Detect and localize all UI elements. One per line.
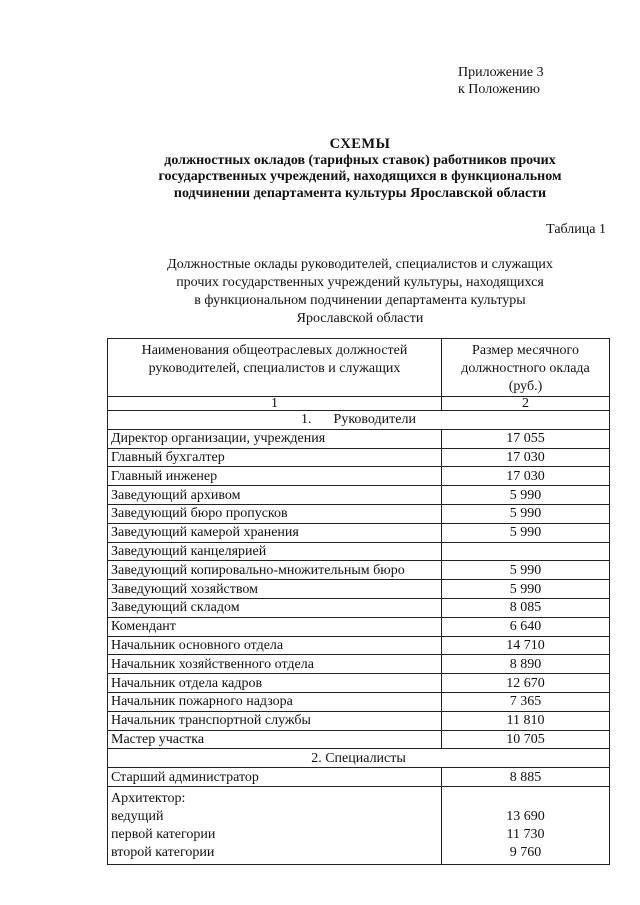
- table-row: [108, 542, 610, 561]
- salary-value: 5 990: [442, 504, 610, 523]
- salary-value: 8 885: [442, 768, 610, 787]
- table-caption: [110, 256, 610, 328]
- column-number-2: 2: [442, 397, 610, 411]
- section-row-specialists: [108, 749, 610, 768]
- salary-value: 8 890: [442, 655, 610, 674]
- architect-grade-name: первой категории: [111, 826, 216, 842]
- salary-value: 12 670: [442, 674, 610, 693]
- architect-grade-value: 11 730: [506, 826, 545, 842]
- column-number-row: [108, 397, 610, 411]
- architect-grade-name: второй категории: [111, 844, 215, 860]
- salary-table: [107, 338, 610, 865]
- salary-value: 17 030: [442, 448, 610, 467]
- table-row: [108, 486, 610, 505]
- table-row: [108, 768, 610, 787]
- table-row: [108, 692, 610, 711]
- position-name: Начальник транспортной службы: [108, 711, 442, 730]
- architect-title: Архитектор:: [111, 790, 186, 806]
- salary-value: 6 640: [442, 617, 610, 636]
- position-name: Мастер участка: [108, 730, 442, 749]
- architect-grade-value: 13 690: [506, 808, 545, 824]
- title-line-2: государственных учреждений, находящихся в функциональном: [158, 169, 562, 184]
- appendix-line-2: к Положению: [458, 82, 541, 97]
- architect-grade-name: ведущий: [111, 808, 164, 824]
- table-row: [108, 467, 610, 486]
- header-position-name: Наименования общеотраслевых должностей руководителей, специалистов и служащих: [108, 339, 442, 397]
- position-name: Главный бухгалтер: [108, 448, 442, 467]
- salary-value: 17 055: [442, 429, 610, 448]
- position-name: Заведующий хозяйством: [108, 580, 442, 599]
- caption-line-1: Должностные оклады руководителей, специалистов и служащих: [167, 257, 553, 272]
- caption-line-4: Ярославской области: [296, 311, 424, 326]
- position-name: Заведующий бюро пропусков: [108, 504, 442, 523]
- position-name: Комендант: [108, 617, 442, 636]
- table-row: [108, 598, 610, 617]
- salary-value: 10 705: [442, 730, 610, 749]
- table-row: [108, 580, 610, 599]
- column-number-1: 1: [108, 397, 442, 411]
- appendix-line-1: Приложение 3: [458, 65, 544, 80]
- salary-value: 14 710: [442, 636, 610, 655]
- position-name: Заведующий копировально-множительным бюро: [108, 561, 442, 580]
- position-name: Главный инженер: [108, 467, 442, 486]
- position-name: Начальник хозяйственного отдела: [108, 655, 442, 674]
- table-row: [108, 711, 610, 730]
- salary-value: 5 990: [442, 561, 610, 580]
- table-row: [108, 674, 610, 693]
- salary-value: [442, 542, 610, 561]
- section-specialists-title: 2. Специалисты: [108, 749, 610, 768]
- header-salary-size: Размер месячного должностного оклада (руб.): [442, 339, 610, 397]
- salary-value: 5 990: [442, 486, 610, 505]
- table-row: [108, 561, 610, 580]
- position-name: Директор организации, учреждения: [108, 429, 442, 448]
- section-managers-label: Руководители: [333, 412, 416, 428]
- position-name: Начальник основного отдела: [108, 636, 442, 655]
- salary-value: 5 990: [442, 523, 610, 542]
- table-row: [108, 655, 610, 674]
- architect-value-cell: [442, 786, 610, 864]
- position-name: Заведующий камерой хранения: [108, 523, 442, 542]
- table-row: [108, 429, 610, 448]
- position-name: Старший администратор: [108, 768, 442, 787]
- table-row: [108, 636, 610, 655]
- document-title: [110, 136, 610, 202]
- position-name: Заведующий канцелярией: [108, 542, 442, 561]
- table-row: [108, 730, 610, 749]
- title-line-3: подчинении департамента культуры Ярославской области: [173, 185, 547, 201]
- position-name: Заведующий архивом: [108, 486, 442, 505]
- title-line-1: должностных окладов (тарифных ставок) работников прочих: [164, 152, 556, 168]
- table-row: [108, 448, 610, 467]
- appendix-note: [458, 64, 544, 98]
- salary-value: 8 085: [442, 598, 610, 617]
- salary-value: 7 365: [442, 692, 610, 711]
- section-row-managers: [108, 411, 610, 430]
- salary-value: 17 030: [442, 467, 610, 486]
- position-name: Заведующий складом: [108, 598, 442, 617]
- caption-line-2: прочих государственных учреждений культуры, находящихся: [176, 275, 544, 290]
- caption-line-3: в функциональном подчинении департамента культуры: [194, 293, 526, 308]
- architect-position-cell: [108, 786, 442, 864]
- architect-grade-value: 9 760: [509, 844, 542, 860]
- section-managers-number: 1.: [301, 412, 312, 428]
- table-row: [108, 523, 610, 542]
- table-row: [108, 504, 610, 523]
- position-name: Начальник отдела кадров: [108, 674, 442, 693]
- title-main: СХЕМЫ: [329, 136, 391, 152]
- table-row: [108, 617, 610, 636]
- position-name: Начальник пожарного надзора: [108, 692, 442, 711]
- salary-value: 11 810: [442, 711, 610, 730]
- table-header-row: [108, 339, 610, 397]
- table-row-architect: [108, 786, 610, 864]
- section-managers-title: [108, 411, 610, 430]
- salary-value: 5 990: [442, 580, 610, 599]
- table-label: Таблица 1: [546, 222, 606, 237]
